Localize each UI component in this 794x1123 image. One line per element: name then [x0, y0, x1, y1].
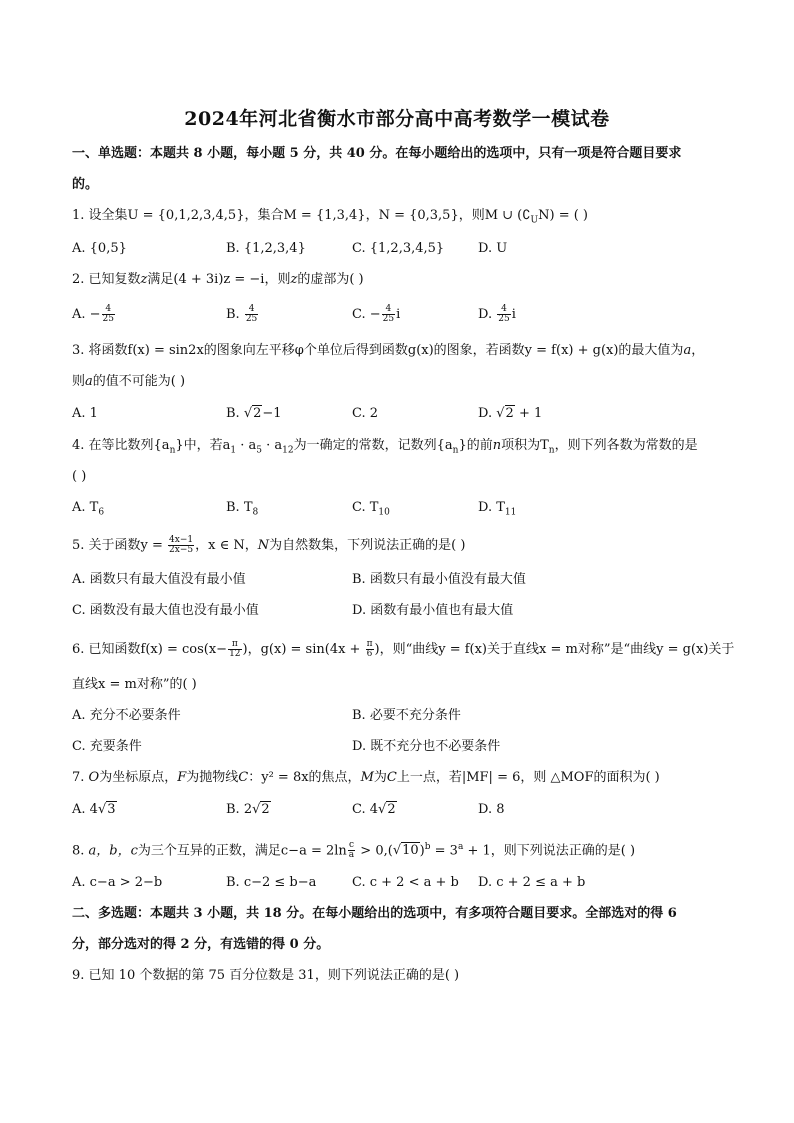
- q8-frac-den: a: [348, 850, 355, 861]
- q5-stem-c: 为自然数集，下列说法正确的是( ): [269, 538, 466, 553]
- question-3-line2: [72, 373, 185, 391]
- q8-t2: > 0,(: [356, 843, 393, 859]
- q2-b-fraction: [245, 305, 258, 324]
- q7-c-sqrt: √2: [378, 802, 396, 817]
- q2-option-b: [226, 305, 259, 324]
- q3-option-d: [478, 405, 542, 423]
- q7-prefix: 7.: [72, 770, 89, 785]
- q2-c-fraction: [382, 305, 395, 324]
- q1-option-d: D. U: [478, 241, 508, 256]
- q4-option-d: [478, 499, 516, 522]
- q1-stem-text: 1. 设全集U = {0,1,2,3,4,5}，集合M = {1,3,4}，N = {0,3,5}，则M ∪ (∁: [72, 208, 531, 223]
- q6-frac1-num: π: [228, 640, 241, 650]
- section2-header: [72, 905, 677, 923]
- q7-a-rad: 3: [107, 802, 116, 817]
- q6-fraction-1: [228, 640, 241, 659]
- q2-c-den: 25: [382, 314, 395, 324]
- q4-sub-n1: n: [169, 445, 176, 456]
- question-4-line1: [72, 437, 698, 460]
- q4-option-b: [226, 499, 258, 522]
- q3-var-a2: a: [85, 374, 93, 389]
- q6-stem-a: 6. 已知函数f(x) = cos(x−: [72, 642, 228, 657]
- q2-a-fraction: [102, 305, 115, 324]
- q2-c-tail: i: [396, 307, 401, 322]
- q3-line1-b: ，: [691, 343, 705, 358]
- q4-c-label: C. T: [352, 500, 379, 515]
- q2-d-den: 25: [498, 314, 510, 324]
- section2-desc-line2-text: 分，部分选对的得 2 分，有选错的得 0 分。: [72, 937, 330, 952]
- q3-d-prefix: D.: [478, 406, 497, 421]
- q7-option-b: [226, 801, 271, 819]
- question-6-line2: 直线x = m对称”的( ): [72, 677, 197, 692]
- q2-a-label: A. −: [72, 307, 101, 322]
- q2-d-tail: i: [511, 307, 516, 322]
- q2-stem-c: 的虚部为( ): [297, 272, 364, 287]
- question-5-stem: [72, 536, 465, 555]
- q7-b-rad: 2: [261, 802, 270, 817]
- q7-t1: 为坐标原点，: [99, 770, 178, 785]
- q6-option-b: B. 必要不充分条件: [352, 708, 461, 723]
- q3-d-tail: + 1: [514, 406, 543, 421]
- q1-option-a: A. {0,5}: [72, 241, 127, 256]
- q8-option-a: A. c−a > 2−b: [72, 875, 163, 890]
- q2-option-a: [72, 305, 116, 324]
- q7-var-o: O: [88, 770, 100, 785]
- q3-b-rad: 2: [253, 406, 262, 421]
- question-2-stem: [72, 271, 364, 289]
- q3-b-tail: −1: [262, 406, 282, 421]
- q8-option-c: C. c + 2 < a + b: [352, 875, 459, 890]
- q4-c-sub: 10: [378, 507, 390, 518]
- q8-t3: ): [419, 843, 425, 859]
- q3-b-prefix: B.: [226, 406, 244, 421]
- q5-var-n: N: [257, 538, 270, 553]
- q4-t4: · a: [262, 438, 283, 453]
- q5-fraction: [168, 536, 194, 555]
- q2-a-num: 4: [102, 305, 115, 315]
- q7-t4: 为: [373, 770, 387, 785]
- q8-option-b: B. c−2 ≤ b−a: [226, 875, 317, 890]
- q2-b-den: 25: [245, 314, 258, 324]
- q7-var-c2: C: [386, 770, 397, 785]
- q6-fraction-2: [366, 640, 374, 659]
- q8-rad: 10: [402, 843, 419, 859]
- q7-var-c1: C: [238, 770, 249, 785]
- question-7-stem: [72, 769, 660, 787]
- q4-b-sub: 8: [252, 507, 259, 518]
- q1-stem-sub: U: [530, 215, 539, 226]
- q2-a-den: 25: [102, 314, 114, 324]
- q7-c-prefix: C. 4: [352, 802, 379, 817]
- q3-option-a: A. 1: [72, 406, 98, 421]
- q1-stem-tail: N) = ( ): [538, 208, 589, 223]
- q8-option-d: D. c + 2 ≤ a + b: [478, 875, 586, 890]
- question-6-line1: [72, 640, 734, 659]
- q7-option-a: [72, 801, 117, 819]
- section2-heading: 二、多选题：: [72, 906, 151, 921]
- q2-c-label: C. −: [352, 307, 381, 322]
- q5-option-b: B. 函数只有最小值没有最大值: [352, 572, 526, 587]
- question-4-line2: ( ): [72, 469, 87, 484]
- q5-stem-a: 5. 关于函数y =: [72, 538, 168, 553]
- q4-a-sub: 6: [98, 507, 105, 518]
- section1-header: [72, 145, 681, 163]
- q4-t5: 为一确定的常数，记数列{a: [293, 438, 453, 453]
- q4-sub-1: 1: [230, 445, 237, 456]
- section2-desc-line2: [72, 936, 329, 954]
- q4-t6: }的前: [458, 438, 493, 453]
- q2-stem-b: 满足(4 + 3i)z = −i，则: [147, 272, 291, 287]
- q8-fraction: [348, 841, 355, 860]
- q4-t7: 项积为T: [501, 438, 549, 453]
- q2-d-label: D.: [478, 307, 497, 322]
- q2-b-label: B.: [226, 307, 244, 322]
- q2-d-num: 4: [497, 305, 510, 315]
- q3-option-c: C. 2: [352, 406, 379, 421]
- q5-option-c: C. 函数没有最大值也没有最小值: [72, 603, 259, 618]
- q6-option-c: C. 充要条件: [72, 739, 142, 754]
- q8-frac-num: c: [348, 840, 354, 851]
- q6-frac1-den: 12: [229, 649, 241, 659]
- q2-var-z1: z: [140, 272, 148, 287]
- q5-option-d: D. 函数有最小值也有最大值: [352, 603, 514, 618]
- q4-var-n: n: [492, 438, 502, 453]
- q4-d-sub: 11: [504, 507, 517, 518]
- q2-var-z2: z: [290, 272, 298, 287]
- q7-t3: ：y² = 8x的焦点，: [248, 770, 361, 785]
- q7-a-sqrt: √3: [97, 802, 116, 817]
- q7-option-d: D. 8: [478, 802, 505, 817]
- section1-heading: 一、单选题：: [72, 146, 151, 161]
- q4-t8: ，则下列各数为常数的是: [554, 438, 698, 453]
- q6-stem-b: )，g(x) = sin(4x +: [242, 642, 365, 657]
- q8-t5: + 1，则下列说法正确的是( ): [463, 843, 636, 859]
- q7-var-f: F: [177, 770, 187, 785]
- q7-b-sqrt: √2: [252, 802, 270, 817]
- q8-t1: 为三个互异的正数，满足c−a = 2ln: [137, 843, 347, 859]
- page-title: 2024年河北省衡水市部分高中高考数学一模试卷: [184, 108, 610, 130]
- q3-line2-b: 的值不可能为( ): [92, 374, 186, 389]
- q2-stem-a: 2. 已知复数: [72, 272, 141, 287]
- q7-t2: 为抛物线: [186, 770, 239, 785]
- q8-t4: = 3: [430, 843, 458, 859]
- q4-option-a: [72, 499, 104, 522]
- q4-sub-5: 5: [256, 445, 263, 456]
- q1-option-b: B. {1,2,3,4}: [226, 241, 306, 256]
- section1-desc-line2: [72, 176, 98, 194]
- q3-d-sqrt: √2: [496, 406, 514, 421]
- q5-frac-den: 2x−5: [169, 545, 194, 555]
- q6-option-a: A. 充分不必要条件: [72, 708, 181, 723]
- q2-c-num: 4: [382, 305, 395, 315]
- q1-option-c: C. {1,2,3,4,5}: [352, 241, 445, 256]
- section1-desc-line1: 本题共 8 小题，每小题 5 分，共 40 分。在每小题给出的选项中，只有一项是符合题目要求: [150, 146, 682, 161]
- q8-prefix: 8.: [72, 843, 89, 859]
- q4-sub-12: 12: [282, 445, 294, 456]
- q4-sub-n2: n: [452, 445, 459, 456]
- q8-vars: a，b，c: [88, 843, 138, 859]
- q6-option-d: D. 既不充分也不必要条件: [352, 739, 501, 754]
- q4-a-label: A. T: [72, 500, 99, 515]
- q7-c-rad: 2: [387, 802, 396, 817]
- q8-sup-b: b: [424, 842, 431, 852]
- q3-option-b: [226, 405, 282, 423]
- q5-stem-b: ，x ∈ N，: [195, 538, 258, 553]
- question-1-stem: [72, 207, 588, 230]
- q3-line2-a: 则: [72, 374, 86, 389]
- q5-frac-num: 4x−1: [169, 535, 194, 545]
- q3-b-sqrt: √2: [243, 406, 262, 421]
- q4-d-label: D. T: [478, 500, 505, 515]
- q4-sub-n3: n: [548, 445, 555, 456]
- q2-option-d: [478, 305, 516, 324]
- q7-t5: 上一点，若|MF| = 6，则 △MOF的面积为( ): [396, 770, 660, 785]
- section2-desc-line1: 本题共 3 小题，共 18 分。在每小题给出的选项中，有多项符合题目要求。全部选对的得 6: [150, 906, 677, 921]
- section1-desc-line2-text: 的。: [72, 177, 99, 192]
- q2-d-fraction: [497, 305, 510, 324]
- q4-b-label: B. T: [226, 500, 253, 515]
- q8-sup-a: a: [457, 842, 464, 852]
- q7-option-c: [352, 801, 397, 819]
- q4-t3: · a: [236, 438, 257, 453]
- question-3-line1: [72, 342, 704, 360]
- q3-var-a1: a: [683, 343, 692, 358]
- question-9-stem: 9. 已知 10 个数据的第 75 百分位数是 31，则下列说法正确的是( ): [72, 968, 460, 983]
- q2-b-num: 4: [245, 305, 258, 315]
- q7-a-prefix: A. 4: [72, 802, 98, 817]
- q6-stem-c: )，则“曲线y = f(x)关于直线x = m对称”是“曲线y = g(x)关于: [374, 642, 735, 657]
- q4-option-c: [352, 499, 390, 522]
- q6-frac2-num: π: [366, 639, 373, 649]
- q6-frac2-den: 6: [366, 649, 373, 659]
- q7-b-prefix: B. 2: [226, 802, 253, 817]
- q3-d-rad: 2: [505, 406, 514, 421]
- q5-option-a: A. 函数只有最大值没有最小值: [72, 572, 246, 587]
- question-8-stem: [72, 838, 635, 860]
- q4-t1: 4. 在等比数列{a: [72, 438, 170, 453]
- q8-sqrt: √10: [392, 843, 419, 859]
- q7-var-m: M: [360, 770, 374, 785]
- q3-line1-a: 3. 将函数f(x) = sin2x的图象向左平移φ个单位后得到函数g(x)的图象，若函数y = f(x) + g(x)的最大值为: [72, 343, 684, 358]
- q4-t2: }中，若a: [175, 438, 231, 453]
- q2-option-c: [352, 305, 400, 324]
